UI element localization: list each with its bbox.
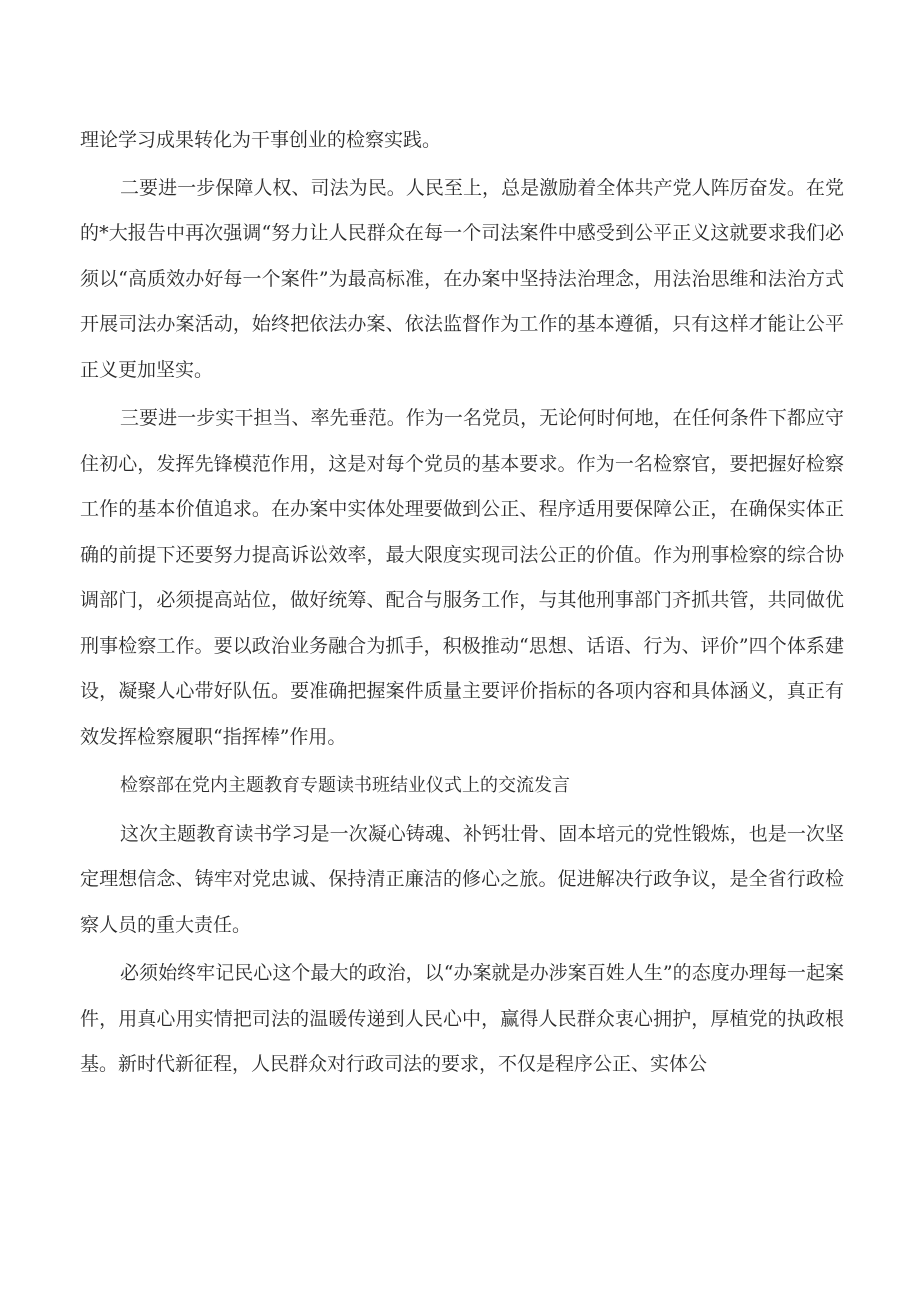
- paragraph-continuation: 理论学习成果转化为干事创业的检察实践。: [80, 129, 442, 151]
- paragraph-protect-human-rights: 二要进一步保障人权、司法为民。人民至上，总是激励着全体共产党人阵厉奋发。在党的*大报告中再次强调“努力让人民群众在每一个司法案件中感受到公平正义这就要求我们必须以“高质效办好每一个案件”为最高标准，在办案中坚持法治理念，用法治思维和法治方式开展司法办案活动，始终把依法办案、依法监督作为工作的基本遵循，只有这样才能让公平正义更加坚实。: [80, 176, 844, 381]
- paragraph-people-heart: 必须始终牢记民心这个最大的政治，以“办案就是办涉案百姓人生”的态度办理每一起案件，用真心用实情把司法的温暖传递到人民心中，赢得人民群众衷心拥护，厚植党的执政根基。新时代新征程，人民群众对行政司法的要求，不仅是程序公正、实体公: [80, 962, 844, 1075]
- paragraph-take-responsibility: 三要进一步实干担当、率先垂范。作为一名党员，无论何时何地，在任何条件下都应守住初心，发挥先锋模范作用，这是对每个党员的基本要求。作为一名检察官，要把握好检察工作的基本价值追求。在办案中实体处理要做到公正、程序适用要保障公正，在确保实体正确的前提下还要努力提高诉讼效率，最大限度实现司法公正的价值。作为刑事检察的综合协调部门，必须提高站位，做好统筹、配合与服务工作，与其他刑事部门齐抓共管，共同做优刑事检察工作。要以政治业务融合为抓手，积极推动“思想、话语、行为、评价”四个体系建设，凝聚人心带好队伍。要准确把握案件质量主要评价指标的各项内容和具体涵义，真正有效发挥检察履职“指挥棒”作用。: [80, 407, 844, 748]
- document-body: [80, 118, 844, 1088]
- section-title: 检察部在党内主题教育专题读书班结业仪式上的交流发言: [120, 775, 570, 796]
- paragraph-theme-education: 这次主题教育读书学习是一次凝心铸魂、补钙壮骨、固本培元的党性锻炼，也是一次坚定理想信念、铸牢对党忠诚、保持清正廉洁的修心之旅。促进解决行政争议，是全省行政检察人员的重大责任。: [80, 822, 844, 936]
